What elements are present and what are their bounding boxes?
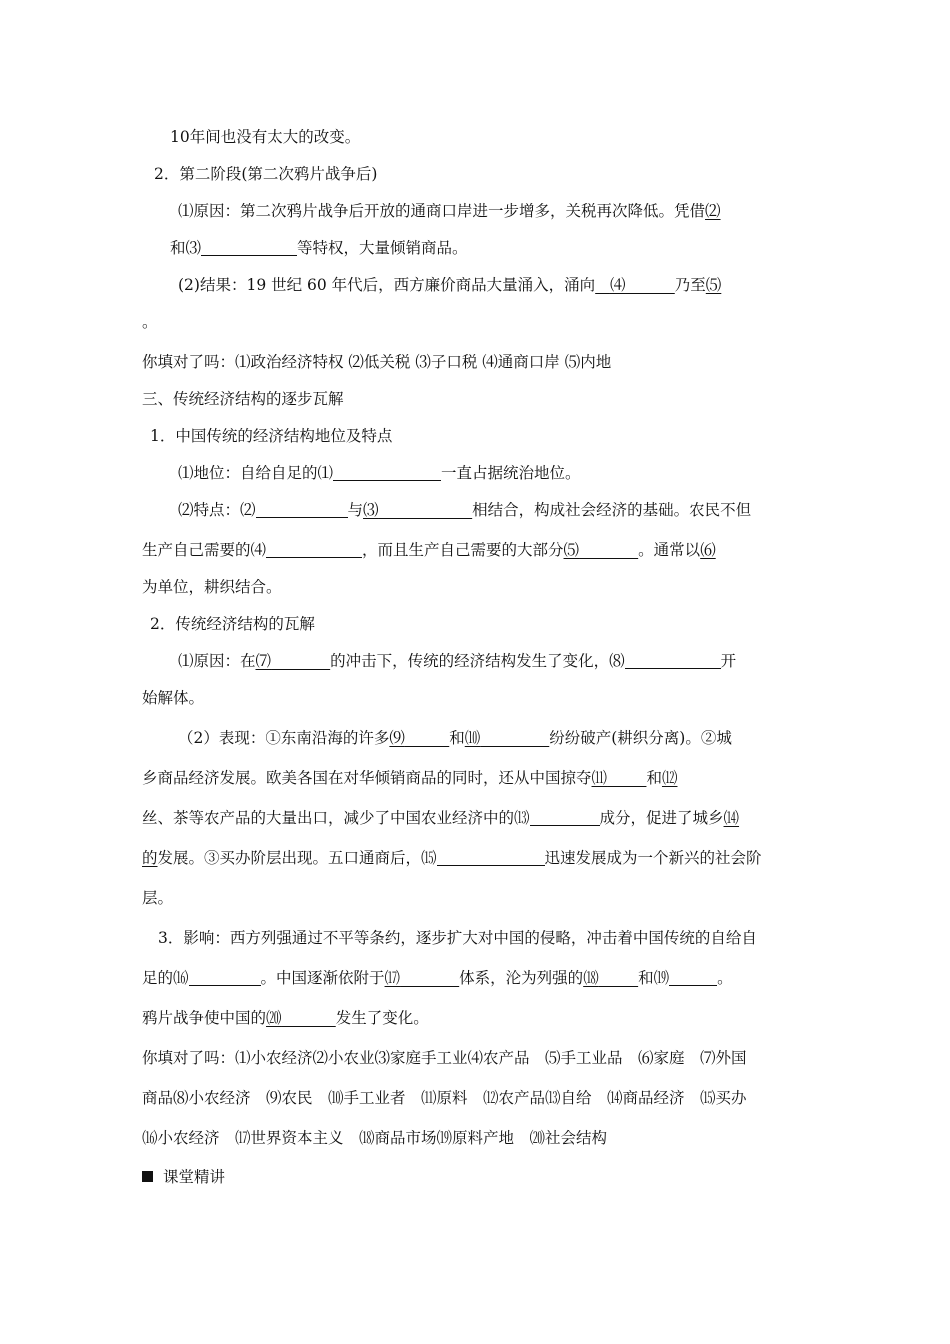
text-line: ⑵特点：⑵ 与⑶ 相结合，构成社会经济的基础。农民不但 bbox=[178, 501, 752, 519]
blank-4[interactable] bbox=[266, 540, 362, 558]
blank-8[interactable] bbox=[625, 651, 721, 669]
blank-9[interactable]: ⑼ bbox=[389, 729, 405, 747]
blank-11[interactable]: ⑾ bbox=[591, 769, 608, 787]
text-line: 。 bbox=[142, 313, 158, 331]
text-line: （2）表现：①东南沿海的许多⑼ 和⑽ 纷纷破产(耕织分离)。②城 bbox=[178, 729, 732, 747]
blank-19[interactable] bbox=[669, 968, 717, 986]
section-heading: 2．传统经济结构的瓦解 bbox=[150, 615, 315, 633]
blank-18[interactable]: ⒅ bbox=[583, 969, 599, 987]
text-line: ⑴原因：在⑺ 的冲击下，传统的经济结构发生了变化，⑻ 开 bbox=[178, 652, 737, 670]
blank-5[interactable]: ⑸ bbox=[563, 541, 580, 559]
blank-2[interactable]: ⑵ bbox=[705, 202, 721, 220]
section-heading: 2．第二阶段(第二次鸦片战争后) bbox=[154, 165, 378, 183]
text-line: (2)结果：19 世纪 60 年代后，西方廉价商品大量涌入，涌向 ⑷ 乃至⑸ bbox=[178, 276, 722, 294]
section-heading: 1．中国传统的经济结构地位及特点 bbox=[150, 427, 393, 445]
section-heading: 三、传统经济结构的逐步瓦解 bbox=[142, 390, 344, 408]
text-line: 足的⒃ 。中国逐渐依附于⒄ 体系，沦为列强的⒅ 和⒆ 。 bbox=[142, 969, 733, 987]
blank-20[interactable]: ⒇ bbox=[266, 1009, 282, 1027]
text-line: 为单位，耕织结合。 bbox=[142, 578, 282, 596]
text-line: 乡商品经济发展。欧美各国在对华倾销商品的同时，还从中国掠夺⑾ 和⑿ bbox=[142, 769, 678, 787]
text-line: 生产自己需要的⑷ ，而且生产自己需要的大部分⑸ 。通常以⑹ bbox=[142, 541, 716, 559]
square-bullet-icon bbox=[142, 1171, 153, 1182]
text-line: ⑴地位：自给自足的⑴ 一直占据统治地位。 bbox=[178, 464, 581, 482]
blank-6[interactable]: ⑹ bbox=[700, 541, 716, 559]
text-line: 10年间也没有太大的改变。 bbox=[170, 128, 361, 146]
blank-1[interactable] bbox=[333, 463, 441, 481]
answer-key-line: ⒃小农经济 ⒄世界资本主义 ⒅商品市场⒆原料产地 ⒇社会结构 bbox=[142, 1129, 608, 1147]
blank-13[interactable] bbox=[530, 808, 600, 826]
text-line: 始解体。 bbox=[142, 689, 205, 707]
text-line: 丝、茶等农产品的大量出口，减少了中国农业经济中的⒀ 成分，促进了城乡⒁ bbox=[142, 809, 740, 827]
text-line: 鸦片战争使中国的⒇ 发生了变化。 bbox=[142, 1009, 429, 1027]
blank-16[interactable] bbox=[189, 968, 261, 986]
answer-key-line: 你填对了吗：⑴小农经济⑵小农业⑶家庭手工业⑷农产品 ⑸手工业品 ⑹家庭 ⑺外国 bbox=[142, 1049, 747, 1067]
blank-17[interactable]: ⒄ bbox=[384, 969, 401, 987]
text-line: 层。 bbox=[142, 889, 174, 907]
blank-15[interactable] bbox=[437, 848, 545, 866]
section-heading: 课堂精讲 bbox=[142, 1167, 225, 1187]
blank-3[interactable] bbox=[201, 238, 297, 256]
text-line: 的发展。③买办阶层出现。五口通商后，⒂ 迅速发展成为一个新兴的社会阶 bbox=[142, 849, 762, 867]
text-line: 和⑶ 等特权，大量倾销商品。 bbox=[170, 239, 468, 257]
blank-7[interactable]: ⑺ bbox=[255, 652, 272, 670]
answer-key-line: 商品⑻小农经济 ⑼农民 ⑽手工业者 ⑾原料 ⑿农产品⒀自给 ⒁商品经济 ⒂买办 bbox=[142, 1089, 747, 1107]
text-line: 3．影响：西方列强通过不平等条约，逐步扩大对中国的侵略，冲击着中国传统的自给自 bbox=[158, 929, 757, 947]
text-line: ⑴原因：第二次鸦片战争后开放的通商口岸进一步增多，关税再次降低。凭借⑵ bbox=[178, 202, 721, 220]
blank-3[interactable]: ⑶ bbox=[363, 501, 379, 519]
blank-10[interactable]: ⑽ bbox=[464, 729, 481, 747]
blank-2[interactable] bbox=[256, 500, 348, 518]
blank-12[interactable]: ⑿ bbox=[661, 769, 678, 787]
blank-14[interactable]: ⒁ bbox=[723, 809, 740, 827]
blank-5[interactable]: ⑸ bbox=[705, 276, 722, 294]
answer-key-line: 你填对了吗：⑴政治经济特权 ⑵低关税 ⑶子口税 ⑷通商口岸 ⑸内地 bbox=[142, 353, 612, 371]
blank-4[interactable]: ⑷ bbox=[609, 276, 626, 294]
